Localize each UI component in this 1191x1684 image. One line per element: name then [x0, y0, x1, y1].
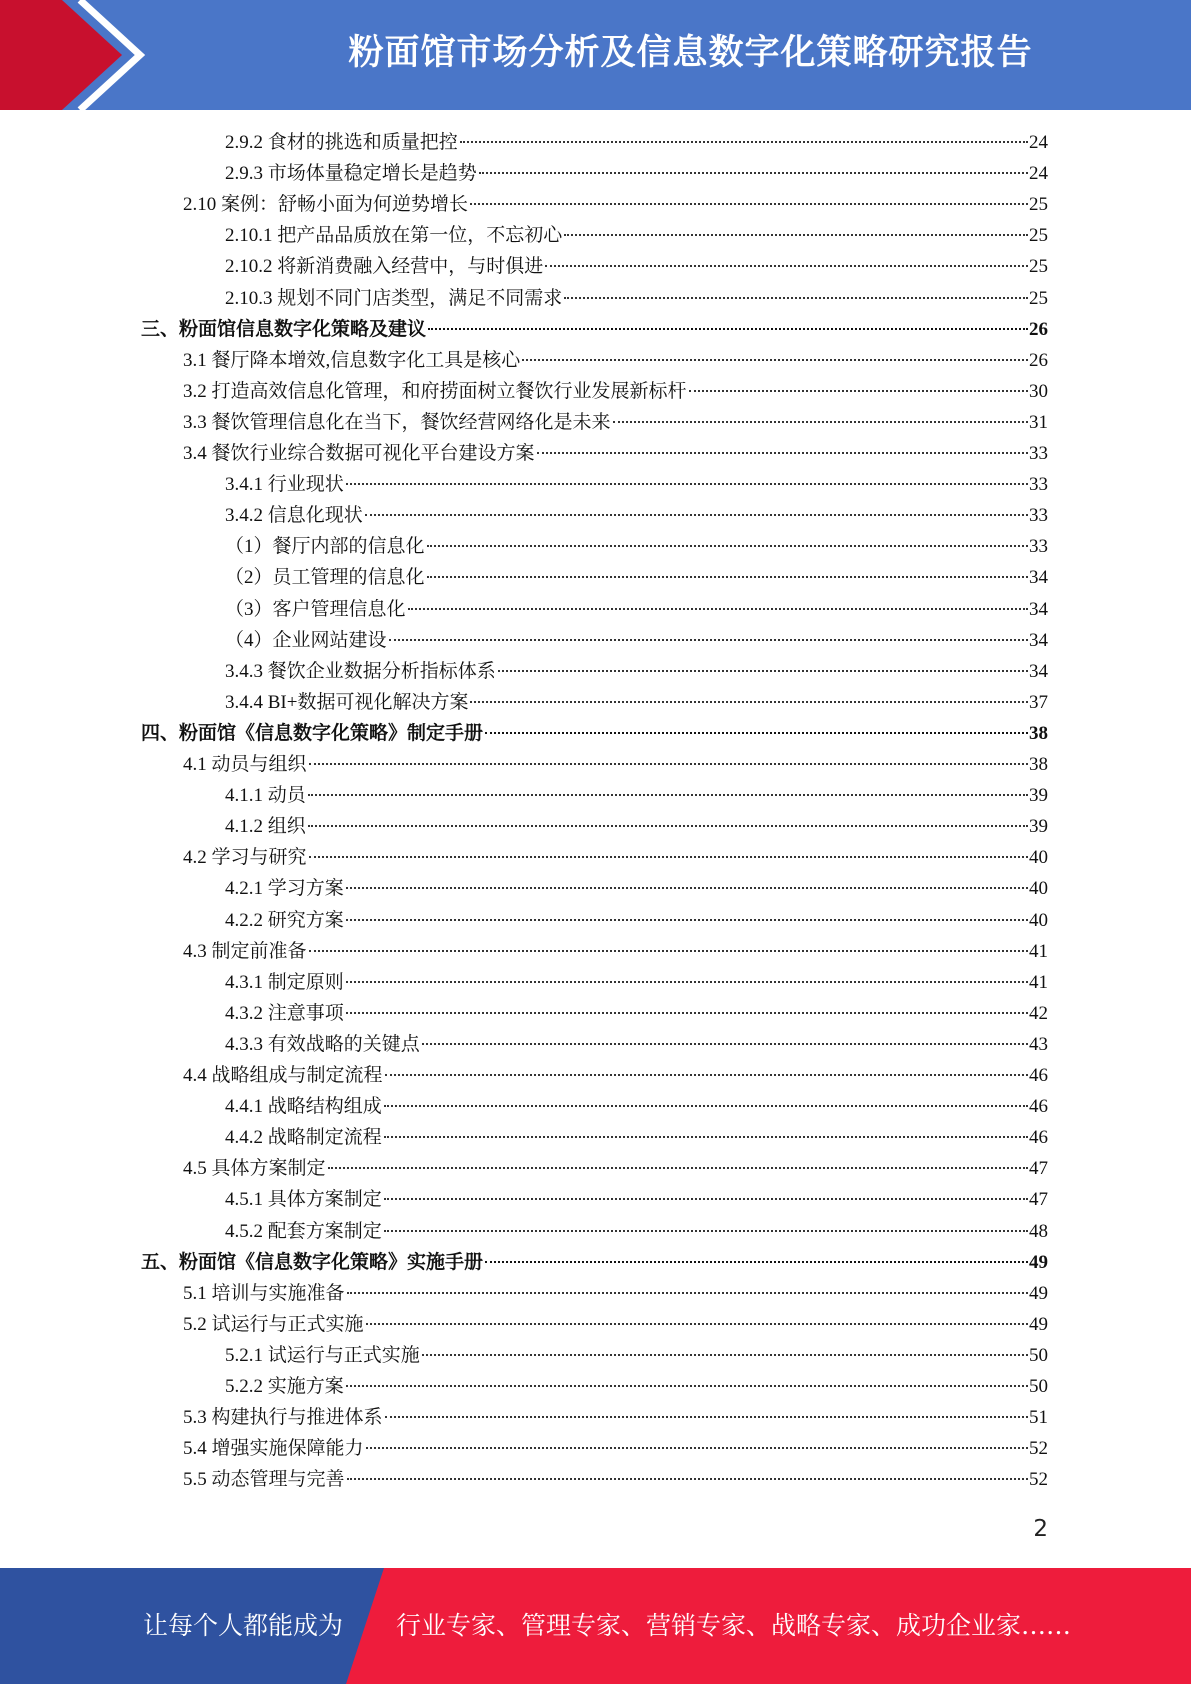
- toc-entry-label: 2.10.1 把产品品质放在第一位，不忘初心: [225, 225, 563, 246]
- toc-entry[interactable]: [141, 1247, 1048, 1278]
- toc-entry[interactable]: [183, 376, 1048, 407]
- toc-entry-page-number: 40: [1029, 847, 1048, 868]
- toc-entry-label: 3.3 餐饮管理信息化在当下，餐饮经营网络化是未来: [183, 412, 611, 433]
- toc-entry-page-number: 25: [1029, 288, 1048, 309]
- toc-leader-dots: [385, 1074, 1028, 1076]
- toc-entry-page-number: 31: [1029, 412, 1048, 433]
- toc-entry[interactable]: [141, 314, 1048, 345]
- toc-leader-dots: [613, 421, 1028, 423]
- header-red-arrow-decoration: [0, 0, 150, 110]
- toc-entry-label: 4.2.2 研究方案: [225, 910, 344, 931]
- toc-entry-page-number: 34: [1029, 630, 1048, 651]
- toc-leader-dots: [309, 763, 1028, 765]
- toc-leader-dots: [308, 794, 1028, 796]
- toc-entry-page-number: 47: [1029, 1189, 1048, 1210]
- toc-entry-label: 4.1.1 动员: [225, 785, 306, 806]
- toc-entry-page-number: 41: [1029, 941, 1048, 962]
- toc-entry[interactable]: [183, 438, 1048, 469]
- toc-entry[interactable]: [225, 127, 1048, 158]
- toc-entry-label: 5.2.2 实施方案: [225, 1376, 344, 1397]
- toc-leader-dots: [545, 265, 1028, 267]
- toc-leader-dots: [479, 172, 1028, 174]
- toc-entry[interactable]: [225, 1029, 1048, 1060]
- toc-leader-dots: [470, 701, 1028, 703]
- toc-entry[interactable]: [183, 345, 1048, 376]
- toc-leader-dots: [689, 390, 1028, 392]
- toc-entry-page-number: 34: [1029, 567, 1048, 588]
- toc-leader-dots: [422, 1043, 1028, 1045]
- toc-entry-page-number: 34: [1029, 661, 1048, 682]
- toc-entry-label: 2.10.2 将新消费融入经营中，与时俱进: [225, 256, 544, 277]
- toc-entry-page-number: 48: [1029, 1221, 1048, 1242]
- toc-entry-label: 5.1 培训与实施准备: [183, 1283, 345, 1304]
- toc-leader-dots: [346, 887, 1028, 889]
- toc-entry[interactable]: [225, 500, 1048, 531]
- toc-entry-page-number: 50: [1029, 1345, 1048, 1366]
- toc-entry-label: 2.10.3 规划不同门店类型，满足不同需求: [225, 288, 563, 309]
- toc-entry-page-number: 49: [1029, 1252, 1048, 1273]
- toc-entry[interactable]: [225, 1091, 1048, 1122]
- toc-entry[interactable]: [225, 967, 1048, 998]
- toc-entry[interactable]: [183, 1278, 1048, 1309]
- toc-entry-page-number: 33: [1029, 443, 1048, 464]
- toc-leader-dots: [309, 856, 1028, 858]
- toc-entry-label: 2.10 案例：舒畅小面为何逆势增长: [183, 194, 469, 215]
- toc-entry[interactable]: [141, 718, 1048, 749]
- toc-leader-dots: [422, 1354, 1028, 1356]
- toc-entry-page-number: 42: [1029, 1003, 1048, 1024]
- toc-entry[interactable]: [183, 1464, 1048, 1495]
- toc-leader-dots: [389, 639, 1028, 641]
- toc-entry-page-number: 39: [1029, 785, 1048, 806]
- toc-entry[interactable]: [183, 1433, 1048, 1464]
- toc-entry-page-number: 39: [1029, 816, 1048, 837]
- toc-entry-label: 5.4 增强实施保障能力: [183, 1438, 364, 1459]
- toc-entry[interactable]: [225, 687, 1048, 718]
- toc-leader-dots: [470, 203, 1028, 205]
- footer-slogan-left: 让每个人都能成为: [143, 1611, 344, 1640]
- toc-leader-dots: [460, 141, 1028, 143]
- toc-leader-dots: [485, 1261, 1028, 1263]
- toc-entry-page-number: 46: [1029, 1127, 1048, 1148]
- toc-leader-dots: [427, 576, 1028, 578]
- toc-leader-dots: [564, 234, 1028, 236]
- footer-slogan-right: 行业专家、管理专家、营销专家、战略专家、成功企业家……: [396, 1611, 1072, 1640]
- toc-entry-page-number: 46: [1029, 1096, 1048, 1117]
- toc-entry[interactable]: [225, 251, 1048, 282]
- toc-entry-label: 3.4 餐饮行业综合数据可视化平台建设方案: [183, 443, 535, 464]
- toc-entry-page-number: 49: [1029, 1314, 1048, 1335]
- toc-entry-page-number: 43: [1029, 1034, 1048, 1055]
- toc-entry[interactable]: [225, 283, 1048, 314]
- toc-entry[interactable]: [225, 1340, 1048, 1371]
- toc-entry-page-number: 30: [1029, 381, 1048, 402]
- toc-entry-page-number: 40: [1029, 910, 1048, 931]
- toc-entry-page-number: 41: [1029, 972, 1048, 993]
- toc-entry-label: 4.5.2 配套方案制定: [225, 1221, 382, 1242]
- toc-entry-page-number: 25: [1029, 225, 1048, 246]
- toc-entry-page-number: 46: [1029, 1065, 1048, 1086]
- toc-entry[interactable]: [225, 905, 1048, 936]
- toc-entry-page-number: 52: [1029, 1438, 1048, 1459]
- toc-entry[interactable]: [225, 469, 1048, 500]
- toc-leader-dots: [537, 452, 1028, 454]
- toc-entry-page-number: 33: [1029, 474, 1048, 495]
- toc-entry[interactable]: [225, 873, 1048, 904]
- toc-leader-dots: [427, 545, 1028, 547]
- toc-entry-page-number: 38: [1029, 723, 1048, 744]
- toc-entry-label: 4.1 动员与组织: [183, 754, 307, 775]
- toc-entry-label: 五、粉面馆《信息数字化策略》实施手册: [141, 1252, 484, 1273]
- toc-entry-page-number: 38: [1029, 754, 1048, 775]
- toc-entry[interactable]: [183, 842, 1048, 873]
- toc-entry-label: 4.3 制定前准备: [183, 941, 307, 962]
- toc-entry[interactable]: [225, 1184, 1048, 1215]
- toc-leader-dots: [384, 1105, 1028, 1107]
- toc-entry-label: 4.4.2 战略制定流程: [225, 1127, 382, 1148]
- toc-entry-page-number: 25: [1029, 194, 1048, 215]
- toc-entry-label: （2）员工管理的信息化: [225, 567, 425, 588]
- toc-entry-label: 5.3 构建执行与推进体系: [183, 1407, 383, 1428]
- toc-entry-page-number: 33: [1029, 505, 1048, 526]
- toc-entry[interactable]: [183, 936, 1048, 967]
- toc-entry-label: 5.5 动态管理与完善: [183, 1469, 345, 1490]
- toc-entry[interactable]: [225, 998, 1048, 1029]
- toc-entry[interactable]: [225, 656, 1048, 687]
- toc-entry-label: 3.4.2 信息化现状: [225, 505, 363, 526]
- toc-entry[interactable]: [225, 531, 1048, 562]
- toc-entry-page-number: 40: [1029, 878, 1048, 899]
- toc-entry[interactable]: [225, 811, 1048, 842]
- toc-entry[interactable]: [183, 749, 1048, 780]
- toc-leader-dots: [428, 328, 1028, 330]
- toc-leader-dots: [308, 825, 1028, 827]
- toc-entry-label: 2.9.2 食材的挑选和质量把控: [225, 132, 458, 153]
- toc-entry[interactable]: [225, 780, 1048, 811]
- toc-entry-page-number: 26: [1029, 319, 1048, 340]
- toc-entry-label: （1）餐厅内部的信息化: [225, 536, 425, 557]
- toc-leader-dots: [346, 483, 1028, 485]
- toc-entry-label: 三、粉面馆信息数字化策略及建议: [141, 319, 427, 340]
- toc-entry[interactable]: [183, 1060, 1048, 1091]
- toc-leader-dots: [564, 297, 1028, 299]
- toc-entry[interactable]: [225, 562, 1048, 593]
- toc-entry-label: （3）客户管理信息化: [225, 599, 406, 620]
- document-title: 粉面馆市场分析及信息数字化策略研究报告: [348, 33, 1033, 73]
- toc-leader-dots: [346, 981, 1028, 983]
- toc-entry-label: 4.5 具体方案制定: [183, 1158, 326, 1179]
- page-number: 2: [1033, 1516, 1048, 1542]
- toc-entry-page-number: 50: [1029, 1376, 1048, 1397]
- toc-entry-page-number: 37: [1029, 692, 1048, 713]
- toc-entry-page-number: 51: [1029, 1407, 1048, 1428]
- toc-entry-page-number: 34: [1029, 599, 1048, 620]
- toc-leader-dots: [328, 1167, 1028, 1169]
- toc-leader-dots: [346, 919, 1028, 921]
- toc-entry-label: 4.4 战略组成与制定流程: [183, 1065, 383, 1086]
- toc-entry-label: 3.4.1 行业现状: [225, 474, 344, 495]
- toc-leader-dots: [347, 1292, 1028, 1294]
- toc-leader-dots: [365, 514, 1028, 516]
- toc-entry-page-number: 26: [1029, 350, 1048, 371]
- toc-entry-page-number: 52: [1029, 1469, 1048, 1490]
- toc-entry-page-number: 47: [1029, 1158, 1048, 1179]
- toc-entry-label: 5.2 试运行与正式实施: [183, 1314, 364, 1335]
- toc-entry-label: 3.1 餐厅降本增效,信息数字化工具是核心: [183, 350, 521, 371]
- toc-entry[interactable]: [183, 1153, 1048, 1184]
- toc-entry-label: 4.3.3 有效战略的关键点: [225, 1034, 420, 1055]
- toc-leader-dots: [347, 1478, 1028, 1480]
- footer-banner: [0, 1568, 1191, 1684]
- toc-entry[interactable]: [225, 1122, 1048, 1153]
- toc-entry-label: 2.9.3 市场体量稳定增长是趋势: [225, 163, 477, 184]
- toc-entry-label: 4.3.1 制定原则: [225, 972, 344, 993]
- toc-entry-page-number: 49: [1029, 1283, 1048, 1304]
- toc-entry-page-number: 24: [1029, 132, 1048, 153]
- toc-entry-label: （4）企业网站建设: [225, 630, 387, 651]
- toc-leader-dots: [485, 732, 1028, 734]
- toc-entry[interactable]: [225, 625, 1048, 656]
- toc-entry-label: 3.4.4 BI+数据可视化解决方案: [225, 692, 469, 713]
- toc-entry[interactable]: [183, 189, 1048, 220]
- toc-leader-dots: [384, 1230, 1028, 1232]
- toc-entry-label: 4.2 学习与研究: [183, 847, 307, 868]
- toc-entry[interactable]: [183, 1309, 1048, 1340]
- toc-leader-dots: [346, 1385, 1028, 1387]
- toc-entry-label: 3.4.3 餐饮企业数据分析指标体系: [225, 661, 496, 682]
- toc-leader-dots: [309, 950, 1028, 952]
- toc-entry-page-number: 24: [1029, 163, 1048, 184]
- toc-entry-label: 3.2 打造高效信息化管理，和府捞面树立餐饮行业发展新标杆: [183, 381, 687, 402]
- header-banner: [0, 0, 1191, 110]
- toc-entry[interactable]: [225, 594, 1048, 625]
- toc-leader-dots: [366, 1447, 1028, 1449]
- toc-leader-dots: [366, 1323, 1028, 1325]
- toc-entry[interactable]: [225, 158, 1048, 189]
- toc-entry[interactable]: [183, 407, 1048, 438]
- toc-entry[interactable]: [183, 1402, 1048, 1433]
- toc-leader-dots: [346, 1012, 1028, 1014]
- toc-entry-label: 4.5.1 具体方案制定: [225, 1189, 382, 1210]
- toc-entry-label: 四、粉面馆《信息数字化策略》制定手册: [141, 723, 484, 744]
- toc-leader-dots: [385, 1416, 1028, 1418]
- toc-entry[interactable]: [225, 1371, 1048, 1402]
- toc-leader-dots: [522, 359, 1028, 361]
- toc-entry-page-number: 25: [1029, 256, 1048, 277]
- toc-entry-page-number: 33: [1029, 536, 1048, 557]
- toc-entry-label: 4.2.1 学习方案: [225, 878, 344, 899]
- toc-entry[interactable]: [225, 220, 1048, 251]
- toc-leader-dots: [498, 670, 1028, 672]
- toc-entry-label: 5.2.1 试运行与正式实施: [225, 1345, 420, 1366]
- toc-leader-dots: [408, 608, 1028, 610]
- toc-leader-dots: [384, 1136, 1028, 1138]
- toc-entry-label: 4.4.1 战略结构组成: [225, 1096, 382, 1117]
- toc-leader-dots: [384, 1198, 1028, 1200]
- toc-entry-label: 4.1.2 组织: [225, 816, 306, 837]
- toc-entry[interactable]: [225, 1216, 1048, 1247]
- toc-entry-label: 4.3.2 注意事项: [225, 1003, 344, 1024]
